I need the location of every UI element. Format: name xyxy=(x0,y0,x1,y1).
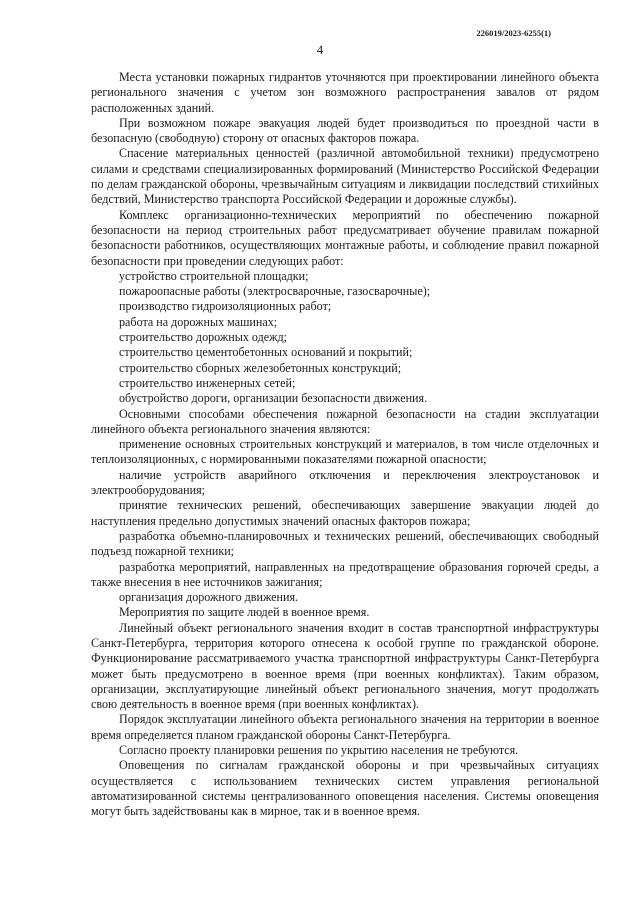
paragraph-alerting: Оповещения по сигналам гражданской обороны и при чрезвычайных ситуациях осуществляется с использованием технических систем управления региональной автоматизированной системы централизованного оповещения населения. Системы оповещения могут быть задействованы как в мирное, так и в военное время. xyxy=(91,758,599,819)
document-id: 226019/2023-6255(1) xyxy=(476,28,551,38)
paragraph-wartime-infrastructure: Линейный объект регионального значения входит в состав транспортной инфраструктуры Санкт-Петербурга, территория которого отнесена к особой группе по гражданской обороне. Функционирование рассматриваемого участка транспортной инфраструктуры Санкт-Петербурга может быть предусмотрено в военное время (при военных конфликтах). Таким образом, организации, эксплуатирующие линейный объект регионального значения, могут продолжать свою деятельность в военное время (при военных конфликтах). xyxy=(91,620,599,712)
paragraph-construction-measures: Комплекс организационно-технических мероприятий по обеспечению пожарной безопасности на период строительных работ предусматривает обучение правилам пожарной безопасности работников, осуществляющих монтажные работы, и соблюдение правил пожарной безопасности при проведении следующих работ: xyxy=(91,207,599,268)
paragraph-shelter: Согласно проекту планировки решения по укрытию населения не требуются. xyxy=(119,743,519,758)
list-item: строительство цементобетонных оснований и покрытий; xyxy=(119,345,413,360)
list-item: разработка мероприятий, направленных на предотвращение образования горючей среды, а также внесения в нее источников зажигания; xyxy=(91,559,599,589)
paragraph-wartime-heading: Мероприятия по защите людей в военное время. xyxy=(119,605,370,620)
paragraph-operation-methods: Основными способами обеспечения пожарной безопасности на стадии эксплуатации линейного объекта регионального значения являются: xyxy=(91,406,599,436)
list-item: пожароопасные работы (электросварочные, газосварочные); xyxy=(119,284,431,299)
list-item: обустройство дороги, организации безопасности движения. xyxy=(119,391,428,406)
document-body xyxy=(91,70,599,820)
paragraph-hydrants: Места установки пожарных гидрантов уточняются при проектировании линейного объекта регионального значения с учетом зон возможного распространения завалов от рядом расположенных зданий. xyxy=(91,70,599,115)
list-item: организация дорожного движения. xyxy=(119,590,299,605)
list-item: разработка объемно-планировочных и технических решений, обеспечивающих свободный подъезд пожарной техники; xyxy=(91,528,599,559)
list-item: строительство сборных железобетонных конструкций; xyxy=(119,360,402,375)
list-item: строительство инженерных сетей; xyxy=(119,375,296,390)
list-item: наличие устройств аварийного отключения и переключения электроустановок и электрооборудования; xyxy=(91,467,599,498)
list-item: принятие технических решений, обеспечивающих завершение эвакуации людей до наступления предельно допустимых значений опасных факторов пожара; xyxy=(91,498,599,528)
paragraph-wartime-order: Порядок эксплуатации линейного объекта регионального значения на территории в военное время определяется планом гражданской обороны Санкт-Петербурга. xyxy=(91,712,599,742)
page-number: 4 xyxy=(316,42,324,57)
list-item: производство гидроизоляционных работ; xyxy=(119,299,332,314)
list-item: устройство строительной площадки; xyxy=(119,268,309,283)
list-item: применение основных строительных конструкций и материалов, в том числе отделочных и теплоизоляционных, с нормированными показателями пожарной опасности; xyxy=(91,437,599,467)
list-item: строительство дорожных одежд; xyxy=(119,330,288,345)
paragraph-rescue: Спасение материальных ценностей (различной автомобильной техники) предусмотрено силами и средствами специализированных формирований (Министерство Российской Федерации по делам гражданской обороны, чрезвычайным ситуациям и ликвидации последствий стихийных бедствий, Министерство транспорта Российской Федерации и дорожные службы). xyxy=(91,146,599,207)
list-item: работа на дорожных машинах; xyxy=(119,314,278,329)
paragraph-evacuation: При возможном пожаре эвакуация людей будет производиться по проездной части в безопасную (свободную) сторону от опасных факторов пожара. xyxy=(91,115,599,146)
